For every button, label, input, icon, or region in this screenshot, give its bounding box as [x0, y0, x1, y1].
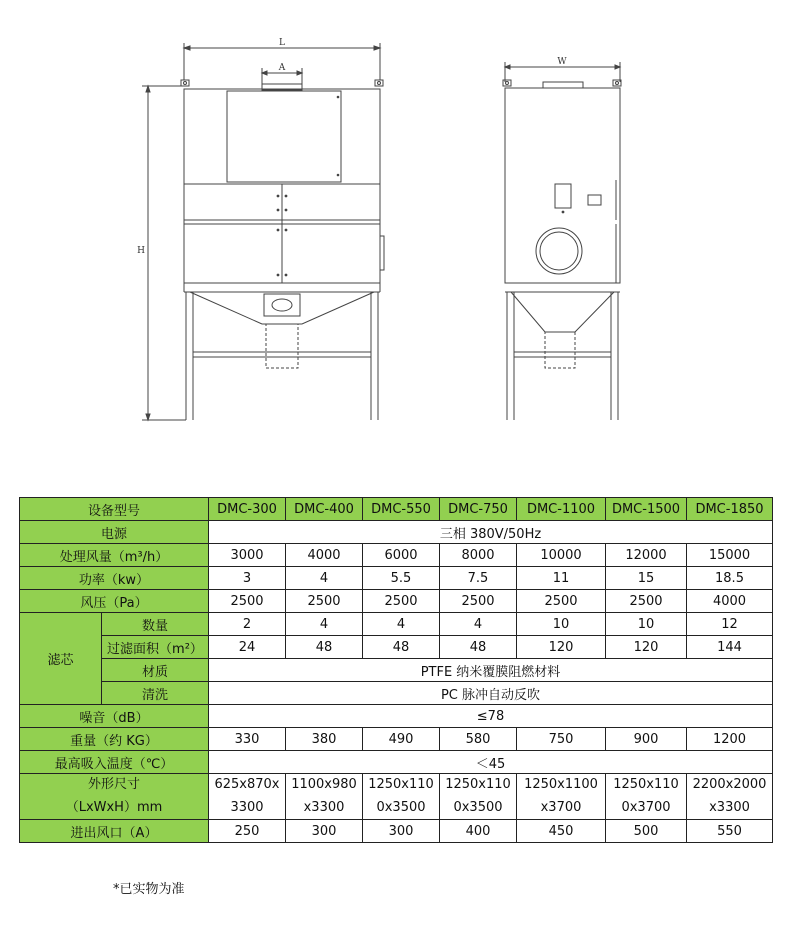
value-cell: 18.5	[687, 567, 773, 590]
row-filter-material	[20, 659, 773, 682]
value-cell: 250	[209, 820, 286, 843]
label-filter-quantity: 数量	[102, 613, 209, 636]
dimension-cell	[687, 774, 773, 820]
value-filter-material: PTFE 纳米覆膜阻燃材料	[209, 659, 773, 682]
dimension-cell	[209, 774, 286, 820]
value-cell: 5.5	[363, 567, 440, 590]
spec-table	[19, 497, 773, 843]
value-cell: 10	[606, 613, 687, 636]
value-cell: 10000	[517, 544, 606, 567]
value-cell: 7.5	[440, 567, 517, 590]
value-cell: 15000	[687, 544, 773, 567]
dimension-line2: x3300	[303, 799, 345, 815]
value-cell: 144	[687, 636, 773, 659]
value-cell: 4	[286, 567, 363, 590]
value-cell: 2500	[286, 590, 363, 613]
model-cell: DMC-300	[209, 498, 286, 521]
value-cell: 2500	[440, 590, 517, 613]
value-cell: 24	[209, 636, 286, 659]
dimension-line2: 3300	[230, 799, 264, 815]
label-weight: 重量（约 KG）	[20, 728, 209, 751]
value-cell: 2500	[363, 590, 440, 613]
technical-drawing	[0, 0, 790, 470]
value-cell: 490	[363, 728, 440, 751]
row-power-supply	[20, 521, 773, 544]
label-dimensions-line1: 外形尺寸	[87, 777, 140, 793]
value-cell: 2500	[209, 590, 286, 613]
value-cell: 3000	[209, 544, 286, 567]
value-cell: 4000	[687, 590, 773, 613]
label-power-supply: 电源	[20, 521, 209, 544]
value-cell: 550	[687, 820, 773, 843]
dimension-cell	[606, 774, 687, 820]
value-cell: 450	[517, 820, 606, 843]
value-cell: 500	[606, 820, 687, 843]
value-cell: 8000	[440, 544, 517, 567]
model-cell: DMC-400	[286, 498, 363, 521]
value-cell: 11	[517, 567, 606, 590]
label-power: 功率（kw）	[20, 567, 209, 590]
dimension-cell	[440, 774, 517, 820]
value-cell: 3	[209, 567, 286, 590]
row-filter-cleaning	[20, 682, 773, 705]
value-noise: ≤78	[209, 705, 773, 728]
dim-label-a: A	[278, 63, 286, 73]
value-cell: 900	[606, 728, 687, 751]
model-cell: DMC-1850	[687, 498, 773, 521]
dimension-cell	[517, 774, 606, 820]
value-cell: 15	[606, 567, 687, 590]
dimension-line2: x3300	[709, 799, 750, 815]
label-model: 设备型号	[20, 498, 209, 521]
model-cell: DMC-1100	[517, 498, 606, 521]
value-cell: 48	[363, 636, 440, 659]
value-cell: 330	[209, 728, 286, 751]
label-port: 进出风口（A）	[20, 820, 209, 843]
dim-label-w: W	[557, 57, 567, 67]
row-filter-area	[20, 636, 773, 659]
value-cell: 1200	[687, 728, 773, 751]
row-port	[20, 820, 773, 843]
value-filter-cleaning: PC 脉冲自动反吹	[209, 682, 773, 705]
label-filter-area: 过滤面积（m²）	[102, 636, 209, 659]
row-filter-quantity	[20, 613, 773, 636]
value-cell: 10	[517, 613, 606, 636]
value-max-temp: ＜45	[209, 751, 773, 774]
label-pressure: 风压（Pa）	[20, 590, 209, 613]
row-weight	[20, 728, 773, 751]
side-view	[503, 62, 621, 420]
dim-label-h: H	[137, 246, 145, 256]
dimension-line1: 2200x2000	[692, 777, 767, 793]
value-cell: 2500	[517, 590, 606, 613]
dimension-line1: 1250x110	[368, 777, 434, 793]
row-pressure	[20, 590, 773, 613]
dimension-line1: 1250x110	[613, 777, 679, 793]
label-max-temp: 最高吸入温度（℃）	[20, 751, 209, 774]
label-filter-cleaning: 清洗	[102, 682, 209, 705]
dimension-line2: 0x3500	[453, 799, 503, 815]
dimension-line1: 1250x110	[445, 777, 511, 793]
row-power	[20, 567, 773, 590]
model-cell: DMC-550	[363, 498, 440, 521]
dimension-line1: 1250x1100	[524, 777, 598, 793]
value-cell: 4	[363, 613, 440, 636]
footnote: *已实物为准	[113, 882, 185, 897]
model-cell: DMC-1500	[606, 498, 687, 521]
value-cell: 120	[517, 636, 606, 659]
value-cell: 48	[440, 636, 517, 659]
label-air-volume: 处理风量（m³/h）	[20, 544, 209, 567]
dimension-line2: x3700	[540, 799, 582, 815]
dimension-line2: 0x3500	[376, 799, 426, 815]
label-dimensions	[20, 774, 209, 820]
value-cell: 12	[687, 613, 773, 636]
row-air-volume	[20, 544, 773, 567]
dimension-line2: 0x3700	[621, 799, 671, 815]
dimension-line1: 625x870x	[214, 777, 280, 793]
dimension-cell	[286, 774, 363, 820]
value-cell: 580	[440, 728, 517, 751]
value-cell: 300	[286, 820, 363, 843]
dim-label-l: L	[279, 38, 285, 48]
row-max-temp	[20, 751, 773, 774]
value-cell: 4	[440, 613, 517, 636]
label-filter-material: 材质	[102, 659, 209, 682]
dimension-cell	[363, 774, 440, 820]
value-cell: 750	[517, 728, 606, 751]
value-cell: 120	[606, 636, 687, 659]
front-view	[142, 43, 384, 420]
row-dimensions	[20, 774, 773, 820]
value-cell: 48	[286, 636, 363, 659]
row-noise	[20, 705, 773, 728]
value-cell: 6000	[363, 544, 440, 567]
label-dimensions-line2: （LxWxH）mm	[65, 799, 163, 815]
dimension-line1: 1100x980	[291, 777, 357, 793]
value-cell: 400	[440, 820, 517, 843]
value-cell: 2	[209, 613, 286, 636]
value-cell: 2500	[606, 590, 687, 613]
label-filter-group: 滤芯	[20, 613, 102, 705]
value-cell: 12000	[606, 544, 687, 567]
value-cell: 4000	[286, 544, 363, 567]
model-cell: DMC-750	[440, 498, 517, 521]
value-cell: 300	[363, 820, 440, 843]
row-model	[20, 498, 773, 521]
label-noise: 噪音（dB）	[20, 705, 209, 728]
value-cell: 4	[286, 613, 363, 636]
value-cell: 380	[286, 728, 363, 751]
value-power-supply: 三相 380V/50Hz	[209, 521, 773, 544]
